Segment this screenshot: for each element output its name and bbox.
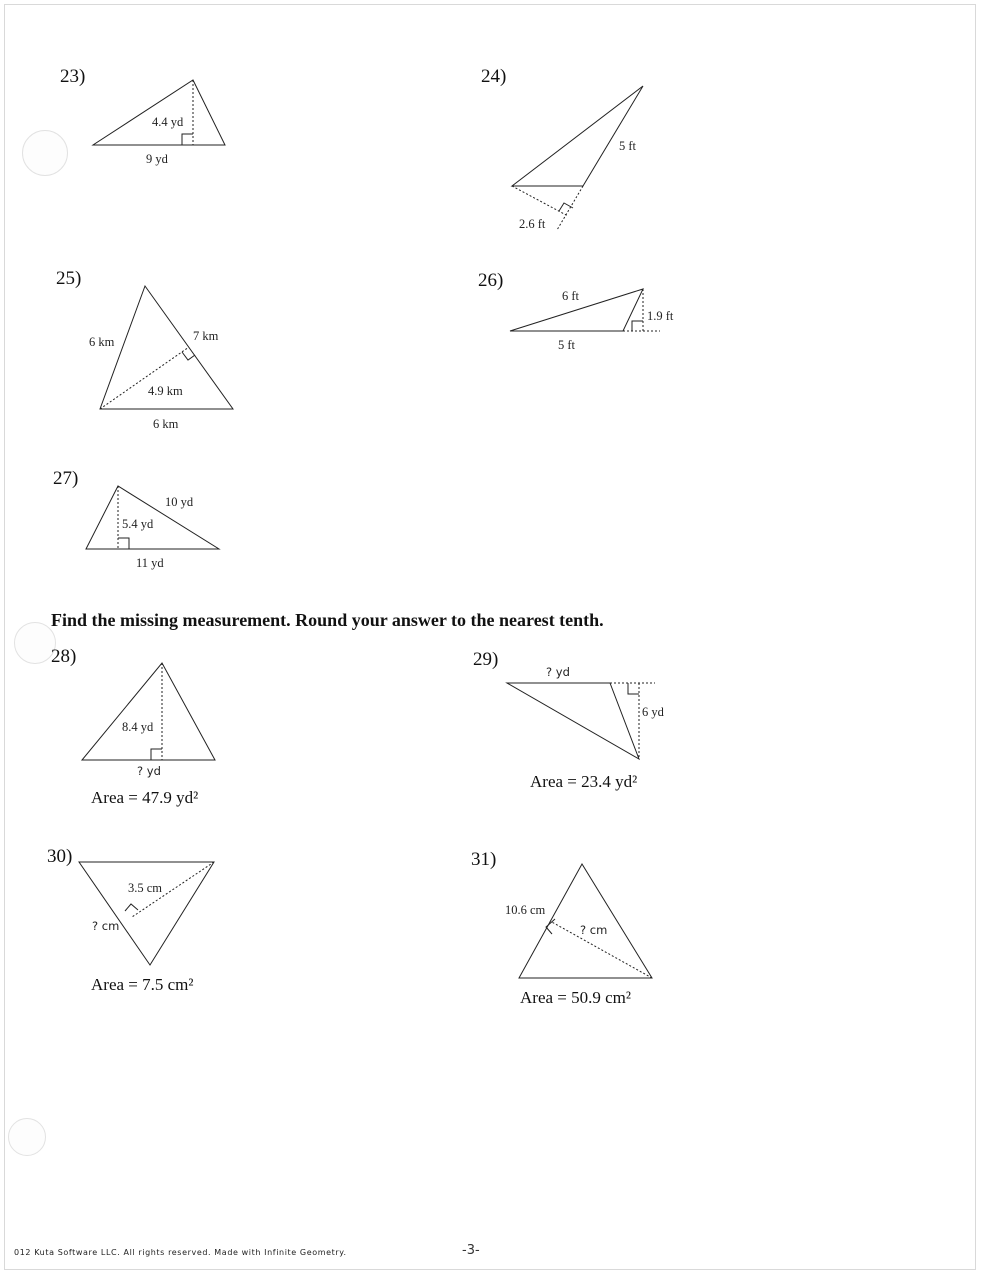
label-25-right: 7 km: [193, 329, 219, 343]
triangle-28: [82, 663, 215, 760]
label-29-base: ? yd: [546, 665, 570, 679]
problem-number-24: 24): [481, 66, 507, 87]
problem-number-30: 30): [47, 846, 73, 867]
triangle-24: [512, 86, 643, 230]
label-27-height: 5.4 yd: [122, 517, 154, 531]
label-25-left: 6 km: [89, 335, 115, 349]
label-25-height: 4.9 km: [148, 384, 183, 398]
label-29-height: 6 yd: [642, 705, 664, 719]
label-27-right: 10 yd: [165, 495, 194, 509]
label-30-base: ? cm: [92, 919, 120, 933]
problem-number-25: 25): [56, 268, 82, 289]
footer-copyright: 012 Kuta Software LLC. All rights reserved. Made with Infinite Geometry.: [14, 1248, 347, 1257]
problem-number-29: 29): [473, 649, 499, 670]
problem-number-31: 31): [471, 849, 497, 870]
instruction-heading: Find the missing measurement. Round your answer to the nearest tenth.: [51, 610, 604, 630]
label-28-base: ? yd: [137, 764, 161, 778]
area-29: Area = 23.4 yd²: [530, 772, 638, 791]
area-31: Area = 50.9 cm²: [520, 988, 631, 1007]
label-24-side: 5 ft: [619, 139, 637, 153]
problem-number-27: 27): [53, 468, 79, 489]
triangle-26: [510, 289, 660, 331]
label-26-base: 5 ft: [558, 338, 576, 352]
label-31-side: 10.6 cm: [505, 903, 546, 917]
problem-number-26: 26): [478, 270, 504, 291]
label-24-height: 2.6 ft: [519, 217, 546, 231]
area-30: Area = 7.5 cm²: [91, 975, 194, 994]
area-28: Area = 47.9 yd²: [91, 788, 199, 807]
problem-number-28: 28): [51, 646, 77, 667]
label-28-height: 8.4 yd: [122, 720, 154, 734]
label-23-base: 9 yd: [146, 152, 168, 166]
label-25-base: 6 km: [153, 417, 179, 431]
triangle-30: [79, 862, 214, 965]
label-23-height: 4.4 yd: [152, 115, 184, 129]
label-31-height: ? cm: [580, 923, 608, 937]
label-26-height: 1.9 ft: [647, 309, 674, 323]
label-30-height: 3.5 cm: [128, 881, 163, 895]
triangle-31: [519, 864, 652, 978]
page-number: -3-: [462, 1243, 480, 1258]
label-27-base: 11 yd: [136, 556, 164, 570]
problem-number-23: 23): [60, 66, 86, 87]
triangle-23: [93, 80, 225, 145]
triangle-29: [507, 683, 655, 759]
label-26-top: 6 ft: [562, 289, 580, 303]
